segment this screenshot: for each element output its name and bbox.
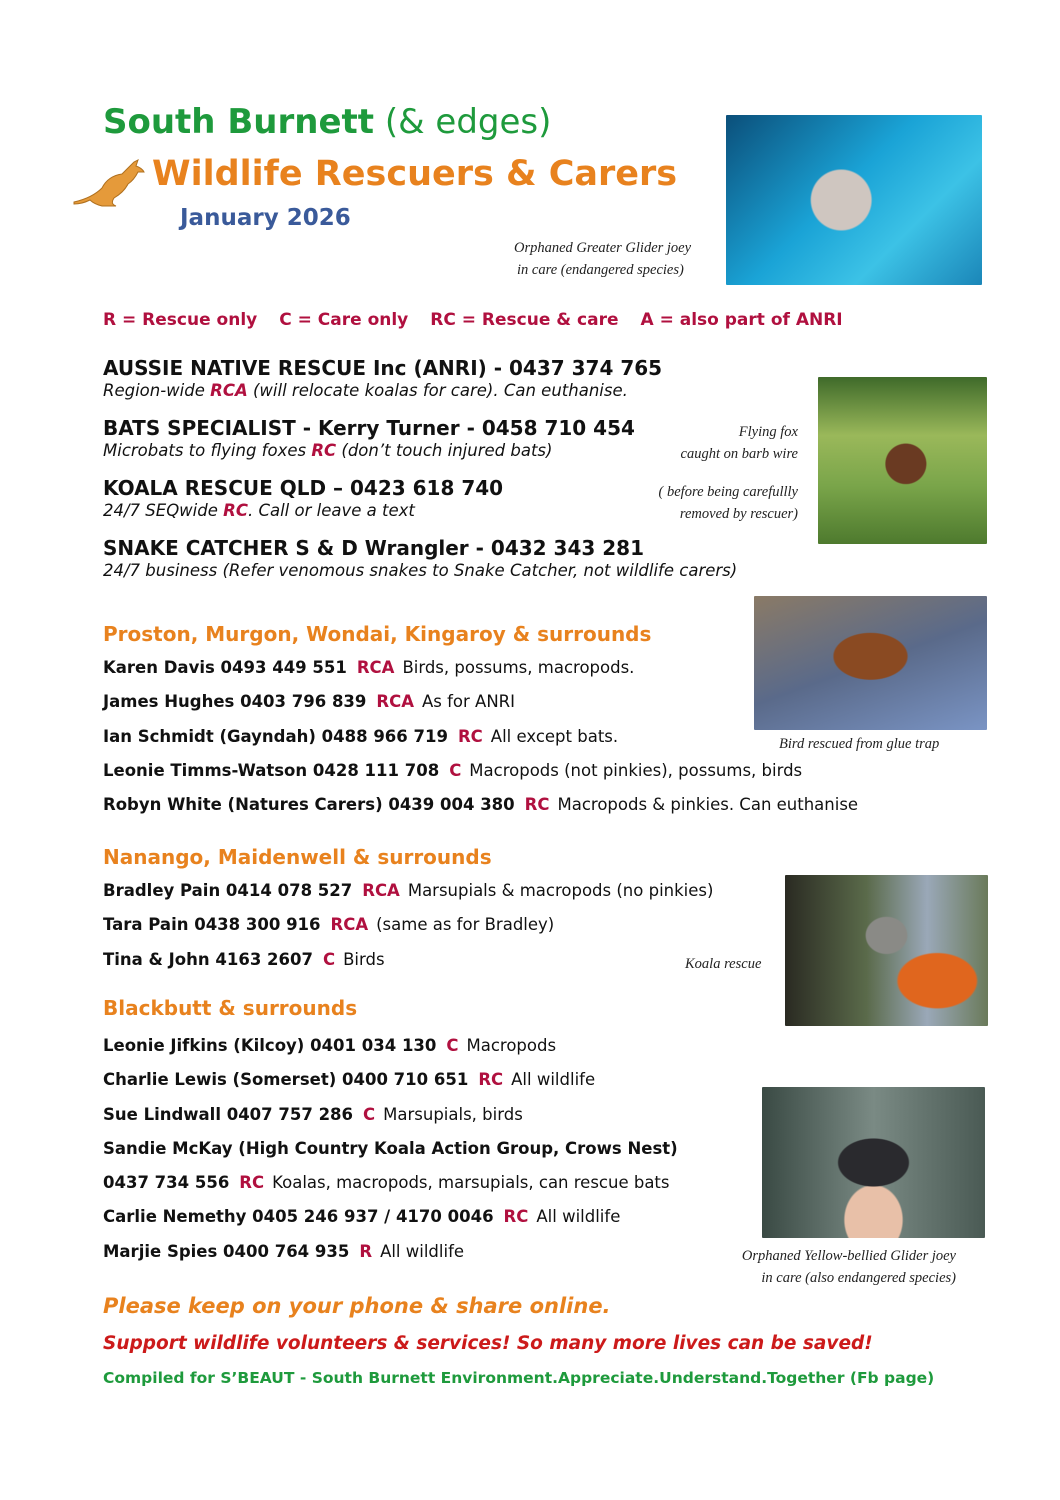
carer-description: Birds <box>343 949 385 969</box>
section-nanango <box>103 844 713 983</box>
contact-desc: . Call or leave a text <box>247 501 415 520</box>
carer-entry <box>103 1206 678 1240</box>
carer-description: Macropods <box>466 1036 557 1055</box>
caption-line: in care (also endangered species) <box>761 1270 956 1286</box>
carer-entry <box>103 1035 678 1069</box>
caption-line: ( before being carefullly <box>658 484 798 500</box>
koala-caption: Koala rescue <box>685 956 762 972</box>
code-badge: C <box>449 760 462 780</box>
legend-item: R = Rescue only <box>103 310 258 330</box>
greater-glider-caption <box>514 237 691 281</box>
carer-description: All wildlife <box>511 1070 596 1090</box>
carer-entry <box>103 1241 678 1275</box>
carer-name: Bradley Pain 0414 078 527 <box>103 881 353 900</box>
caption-line: removed by rescuer) <box>679 506 798 522</box>
carer-entry <box>103 1172 678 1206</box>
code-badge: RCA <box>210 381 248 400</box>
carer-entry <box>103 657 858 691</box>
code-badge: RC <box>503 1207 529 1227</box>
code-badge: RCA <box>330 915 369 935</box>
carer-name: Marjie Spies 0400 764 935 <box>103 1241 350 1261</box>
carer-description: Marsupials, birds <box>383 1104 523 1124</box>
contact-name: SNAKE CATCHER S & D Wrangler - 0432 343 281 <box>103 536 644 560</box>
contact-name: BATS SPECIALIST - Kerry Turner - 0458 710 454 <box>103 416 635 440</box>
code-badge: RC <box>457 726 483 746</box>
contact-desc: (don’t touch injured bats) <box>336 441 553 460</box>
code-badge: C <box>322 949 336 969</box>
title <box>103 102 551 142</box>
footer-share: Please keep on your phone & share online. <box>103 1294 611 1318</box>
carer-name: Leonie Timms-Watson 0428 111 708 <box>103 760 440 780</box>
carer-description: All except bats. <box>490 726 619 746</box>
footer-support: Support wildlife volunteers & services! So many more lives can be saved! <box>103 1333 873 1354</box>
caption-line: in care (endangered species) <box>517 262 684 278</box>
carer-name: Ian Schmidt (Gayndah) 0488 966 719 <box>103 726 448 746</box>
code-badge: RCA <box>376 692 414 712</box>
subtitle: Wildlife Rescuers & Carers <box>152 154 678 194</box>
carer-name: Charlie Lewis (Somerset) 0400 710 651 <box>103 1070 469 1090</box>
kangaroo-icon <box>72 158 150 210</box>
key-contact <box>103 356 803 402</box>
contact-desc: Microbats to flying foxes <box>103 441 312 460</box>
section-title: Blackbutt & surrounds <box>103 996 358 1020</box>
contact-desc: (will relocate koalas for care). Can euthanise. <box>247 381 628 400</box>
carer-name: 0437 734 556 <box>103 1173 230 1193</box>
carer-entry <box>103 691 858 725</box>
code-badge: C <box>446 1036 459 1055</box>
contact-name: AUSSIE NATIVE RESCUE Inc (ANRI) - 0437 374 765 <box>103 356 663 380</box>
carer-description: As for ANRI <box>421 692 516 712</box>
contact-desc: 24/7 SEQwide <box>103 501 224 520</box>
carer-entry <box>103 760 858 794</box>
title-rest: (& edges) <box>374 102 552 142</box>
code-badge: RC <box>478 1070 504 1090</box>
carer-entry <box>103 794 858 828</box>
carer-entry <box>103 1104 678 1138</box>
carer-entry <box>103 914 713 948</box>
contact-name: KOALA RESCUE QLD – 0423 618 740 <box>103 476 504 500</box>
caption-line: Orphaned Greater Glider joey <box>514 240 692 256</box>
carer-entry <box>103 949 713 983</box>
carer-description: All wildlife <box>380 1241 465 1261</box>
carer-name: Sue Lindwall 0407 757 286 <box>103 1104 354 1124</box>
section-title: Nanango, Maidenwell & surrounds <box>103 845 492 869</box>
date: January 2026 <box>180 205 351 231</box>
section-proston <box>103 621 858 828</box>
carer-description: Macropods (not pinkies), possums, birds <box>469 760 803 780</box>
bird-caption: Bird rescued from glue trap <box>779 736 940 752</box>
legend-item: RC = Rescue & care <box>430 310 619 330</box>
greater-glider-photo <box>726 115 982 285</box>
code-badge: R <box>359 1241 373 1261</box>
legend-item: A = also part of ANRI <box>640 310 843 330</box>
carer-entry <box>103 726 858 760</box>
code-badge: C <box>363 1104 376 1124</box>
carer-entry <box>103 1069 678 1103</box>
carer-description: All wildlife <box>536 1207 621 1227</box>
caption-line: Orphaned Yellow-bellied Glider joey <box>741 1248 956 1264</box>
code-badge: RCA <box>356 658 395 677</box>
carer-name: Leonie Jifkins (Kilcoy) 0401 034 130 <box>103 1036 437 1055</box>
contact-desc: Region-wide <box>103 381 211 400</box>
code-badge: RC <box>311 441 337 460</box>
carer-name: James Hughes 0403 796 839 <box>103 692 367 712</box>
flying-fox-photo <box>818 377 987 544</box>
code-badge: RC <box>239 1173 265 1193</box>
flying-fox-caption <box>650 421 798 525</box>
carer-description: Macropods & pinkies. Can euthanise <box>557 795 859 815</box>
code-badge: RC <box>524 795 550 815</box>
key-contact <box>103 536 803 582</box>
carer-description: Marsupials & macropods (no pinkies) <box>407 881 714 900</box>
section-title: Proston, Murgon, Wondai, Kingaroy & surrounds <box>103 622 652 646</box>
carer-name: Robyn White (Natures Carers) 0439 004 380 <box>103 795 515 815</box>
caption-line: caught on barb wire <box>680 446 798 462</box>
carer-name: Carlie Nemethy 0405 246 937 / 4170 0046 <box>103 1207 494 1227</box>
yellow-bellied-glider-caption <box>716 1245 956 1289</box>
yellow-bellied-glider-photo <box>762 1087 985 1238</box>
code-badge: RCA <box>362 881 400 900</box>
section-blackbutt <box>103 995 678 1275</box>
koala-photo <box>785 875 988 1026</box>
carer-name: Karen Davis 0493 449 551 <box>103 658 347 677</box>
carer-name: Tina & John 4163 2607 <box>103 949 313 969</box>
carer-description: (same as for Bradley) <box>376 915 555 935</box>
contact-desc: 24/7 business (Refer venomous snakes to Snake Catcher, not wildlife carers) <box>103 561 738 580</box>
footer-credit: Compiled for S’BEAUT - South Burnett Environment.Appreciate.Understand.Together (Fb page) <box>103 1369 935 1387</box>
carer-entry <box>103 1138 678 1172</box>
code-badge: RC <box>223 501 248 520</box>
title-bold: South Burnett <box>103 102 375 142</box>
legend-item: C = Care only <box>279 310 409 330</box>
caption-line: Flying fox <box>738 424 798 440</box>
carer-description: Koalas, macropods, marsupials, can rescue bats <box>272 1173 670 1193</box>
carer-name: Sandie McKay (High Country Koala Action Group, Crows Nest) <box>103 1138 678 1158</box>
bird-photo <box>754 596 987 730</box>
carer-name: Tara Pain 0438 300 916 <box>103 915 321 935</box>
carer-description: Birds, possums, macropods. <box>402 658 635 677</box>
carer-entry <box>103 880 713 914</box>
legend <box>103 310 865 330</box>
